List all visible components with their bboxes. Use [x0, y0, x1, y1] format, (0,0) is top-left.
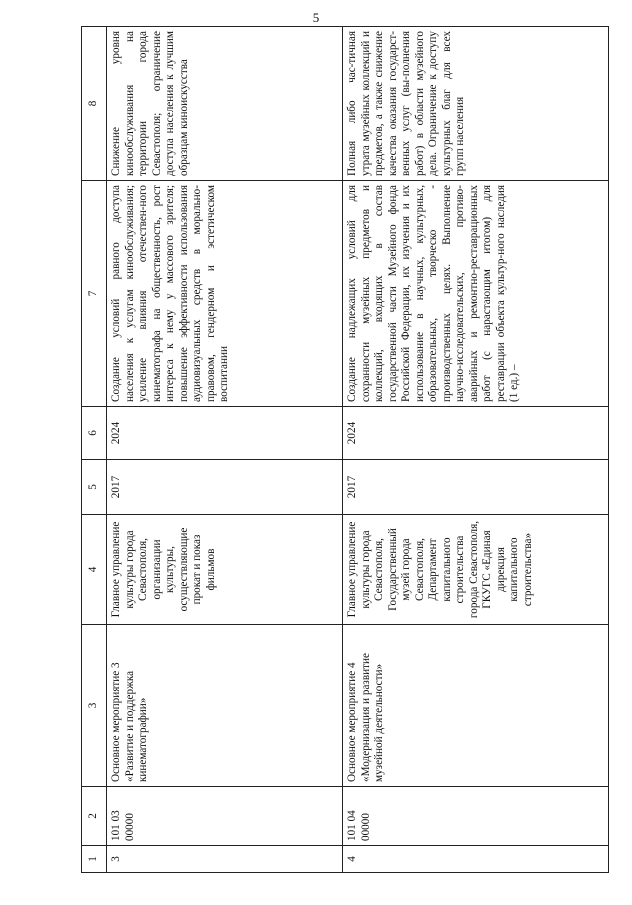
header-col-6: 6: [82, 407, 107, 460]
header-row: [82, 27, 107, 873]
header-col-8: 8: [82, 27, 107, 181]
table-row: [343, 27, 609, 873]
row-code: 101 04 00000: [343, 787, 609, 846]
table-row: [107, 27, 343, 873]
header-col-1: 1: [82, 846, 107, 873]
row-end-year: 2024: [107, 407, 343, 460]
page-number: 5: [312, 10, 320, 25]
row-start-year: 2017: [107, 460, 343, 515]
header-col-3: 3: [82, 625, 107, 787]
row-consequence: Снижение уровня кинообслуживания на территории города Севастополя; ограничение доступа населения к лучшим образцам киноискусства: [107, 27, 343, 181]
row-event: Основное мероприятие 4 «Модернизация и развитие музейной деятельности»: [343, 625, 609, 787]
header-col-7: 7: [82, 181, 107, 407]
row-expected-result: Создание условий равного доступа населения к услугам кинообслуживания; усиление влияния отечествен-ного кинематографа на общественность, рост интереса к нему у массового зрителя; повышение эффективности использования аудиовизуальных средств в морально-правовом, гендерном и эстетическом воспитании: [107, 181, 343, 407]
header-col-2: 2: [82, 787, 107, 846]
program-events-table: [81, 26, 609, 873]
row-start-year: 2017: [343, 460, 609, 515]
header-col-4: 4: [82, 515, 107, 625]
row-consequence: Полная либо час-тичная утрата музейных коллекций и предметов, а также снижение качества оказания государст-венных услуг (вы-полнения работ) в области музейного дела. Ограничение к доступу культурных благ для всех групп населения: [343, 27, 609, 181]
row-executor: Главное управление культуры города Севастополя, Государственный музей города Севастополя, Департамент капитального строительства города Севастополя, ГКУГС «Единая дирекция капитального строительства»: [343, 515, 609, 625]
row-number: 4: [343, 846, 609, 873]
row-executor: Главное управление культуры города Севастополя, организации культуры, осуществляющие прокат и показ фильмов: [107, 515, 343, 625]
row-number: 3: [107, 846, 343, 873]
header-col-5: 5: [82, 460, 107, 515]
row-end-year: 2024: [343, 407, 609, 460]
row-expected-result: Создание надлежащих условий для сохранности музейных предметов и коллекций, входящих в состав государственной части Музейного фонда Российской Федерации, их изучения и их использование в научных, культурных, образовательных, творческо - производственных целях. Выполнение научно-исследовательских, противо-аварийных и ремонтно-реставрационных работ (с нарастающим итогом) для реставрации объекта культур-ного наследия (1 ед.) –: [343, 181, 609, 407]
row-code: 101 03 00000: [107, 787, 343, 846]
rotated-table-container: [81, 27, 609, 873]
row-event: Основное мероприятие 3 «Развитие и поддержка кинематографии»: [107, 625, 343, 787]
